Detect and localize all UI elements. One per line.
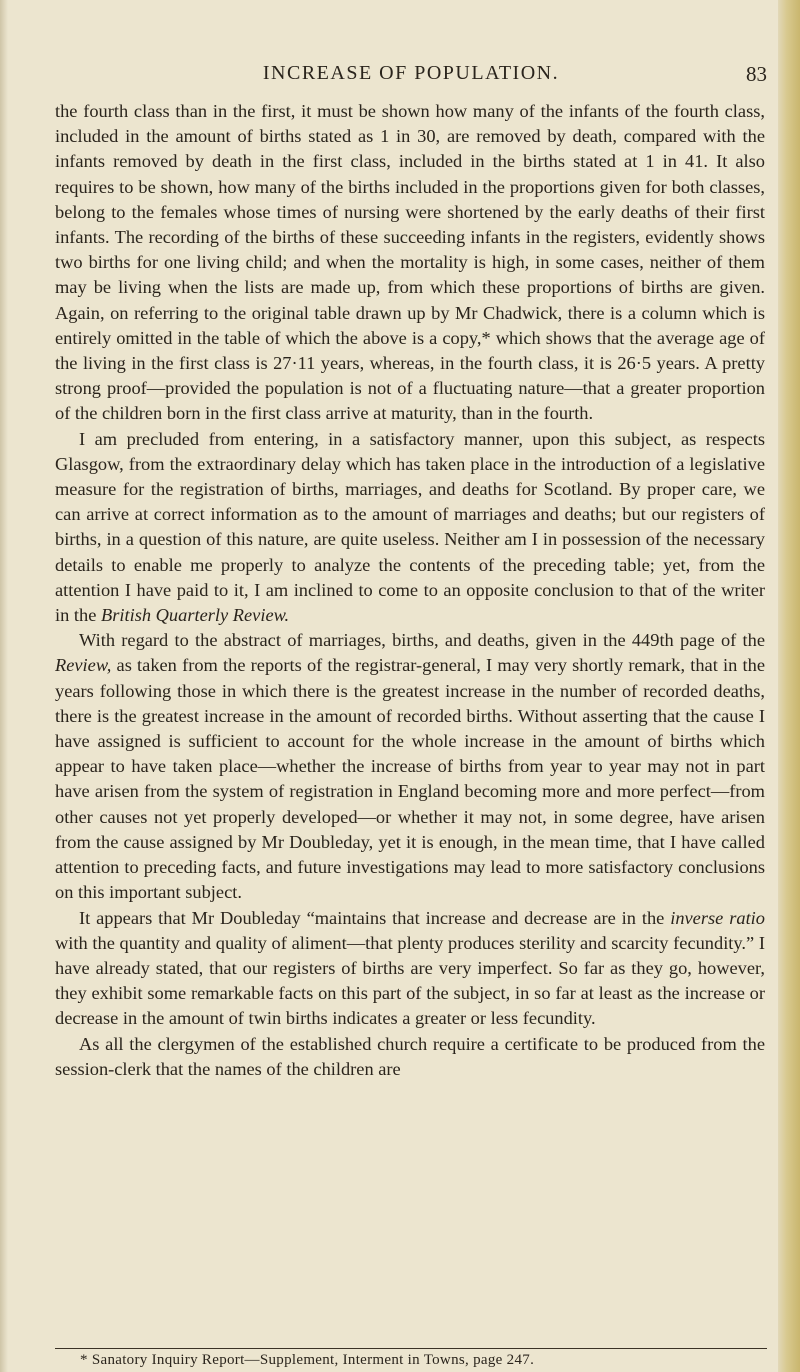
paragraph-2 [55, 427, 765, 629]
paragraph-3-rest: as taken from the reports of the registrar-general, I may very shortly remark, that in the years following those in which there is the greatest increase in the number of recorded deaths, there is the greatest increase in the amount of recorded births. Without asserting that the cause I have assigned is sufficient to account for the whole increase in the amount of births which appear to have taken place—whether the increase of births from year to year may not in part have arisen from the system of registration in England becoming more and more perfect—from other causes not yet properly developed—or whether it may not, in some degree, have arisen from the cause assigned by Mr Doubleday, yet it is enough, in the mean time, that I have called attention to preceding facts, and future investigations may lead to more satisfactory conclusions on this important subject. [55, 655, 765, 903]
paragraph-4-rest: with the quantity and quality of aliment—that plenty produces sterility and scarcity fecundity.” I have already stated, that our registers of births are very imperfect. So far as they go, however, they exhibit some remarkable facts on this part of the subject, in so far at least as the increase or decrease in the amount of twin births indicates a greater or less fecundity. [55, 932, 765, 1029]
page-gutter-shadow [0, 0, 8, 1372]
footnote-rule [55, 1348, 767, 1349]
page-number: 83 [746, 62, 767, 86]
running-title: INCREASE OF POPULATION. [262, 62, 560, 84]
body-text [55, 99, 765, 1082]
paragraph-4 [55, 906, 765, 1032]
page-edge [778, 0, 800, 1372]
paragraph-1: the fourth class than in the first, it must be shown how many of the infants of the fourth class, included in the amount of births stated as 1 in 30, are removed by death, compared with the infants removed by death in the first class, included in the births stated at 1 in 41. It also requires to be shown, how many of the births included in the proportions given for both classes, belong to the females whose times of nursing were shortened by the early deaths of their first infants. The recording of the births of these succeeding infants in the registers, evidently shows two births for one living child; and when the mortality is high, in some cases, neither of them may be living when the lists are made up, from which these proportions of births are given. Again, on referring to the original table drawn up by Mr Chadwick, there is a column which is entirely omitted in the table of which the above is a copy,* which shows that the average age of the living in the first class is 27·11 years, whereas, in the fourth class, it is 26·5 years. A pretty strong proof—provided the population is not of a fluctuating nature—that a greater proportion of the children born in the first class arrive at maturity, than in the fourth. [55, 101, 765, 424]
journal-title: British Quarterly Review. [100, 605, 290, 626]
paragraph-5: As all the clergymen of the established church require a certificate to be produced from the session-clerk that the names of the children are [55, 1033, 765, 1079]
paragraph-3-text: With regard to the abstract of marriages, births, and deaths, given in the 449th page of the [79, 630, 765, 651]
paragraph-2-text: I am precluded from entering, in a satisfactory manner, upon this subject, as respects Glasgow, from the extraordinary delay which has taken place in the introduction of a legislative measure for the registration of births, marriages, and deaths for Scotland. By proper care, we can arrive at correct information as to the amount of marriages and deaths; but our registers of births, in a question of this nature, are quite useless. Neither am I in possession of the necessary details to enable me properly to analyze the contents of the preceding table; yet, from the attention I have paid to it, I am inclined to come to an opposite conclusion to that of the writer in the [55, 428, 765, 626]
footnote: * Sanatory Inquiry Report—Supplement, Interment in Towns, page 247. [80, 1352, 535, 1368]
paragraph-4-text: It appears that Mr Doubleday “maintains that increase and decrease are in the [79, 907, 665, 928]
page-header [55, 62, 767, 90]
paragraph-3 [55, 628, 765, 905]
inverse-ratio: inverse ratio [670, 907, 765, 928]
review-title: Review, [55, 655, 112, 676]
